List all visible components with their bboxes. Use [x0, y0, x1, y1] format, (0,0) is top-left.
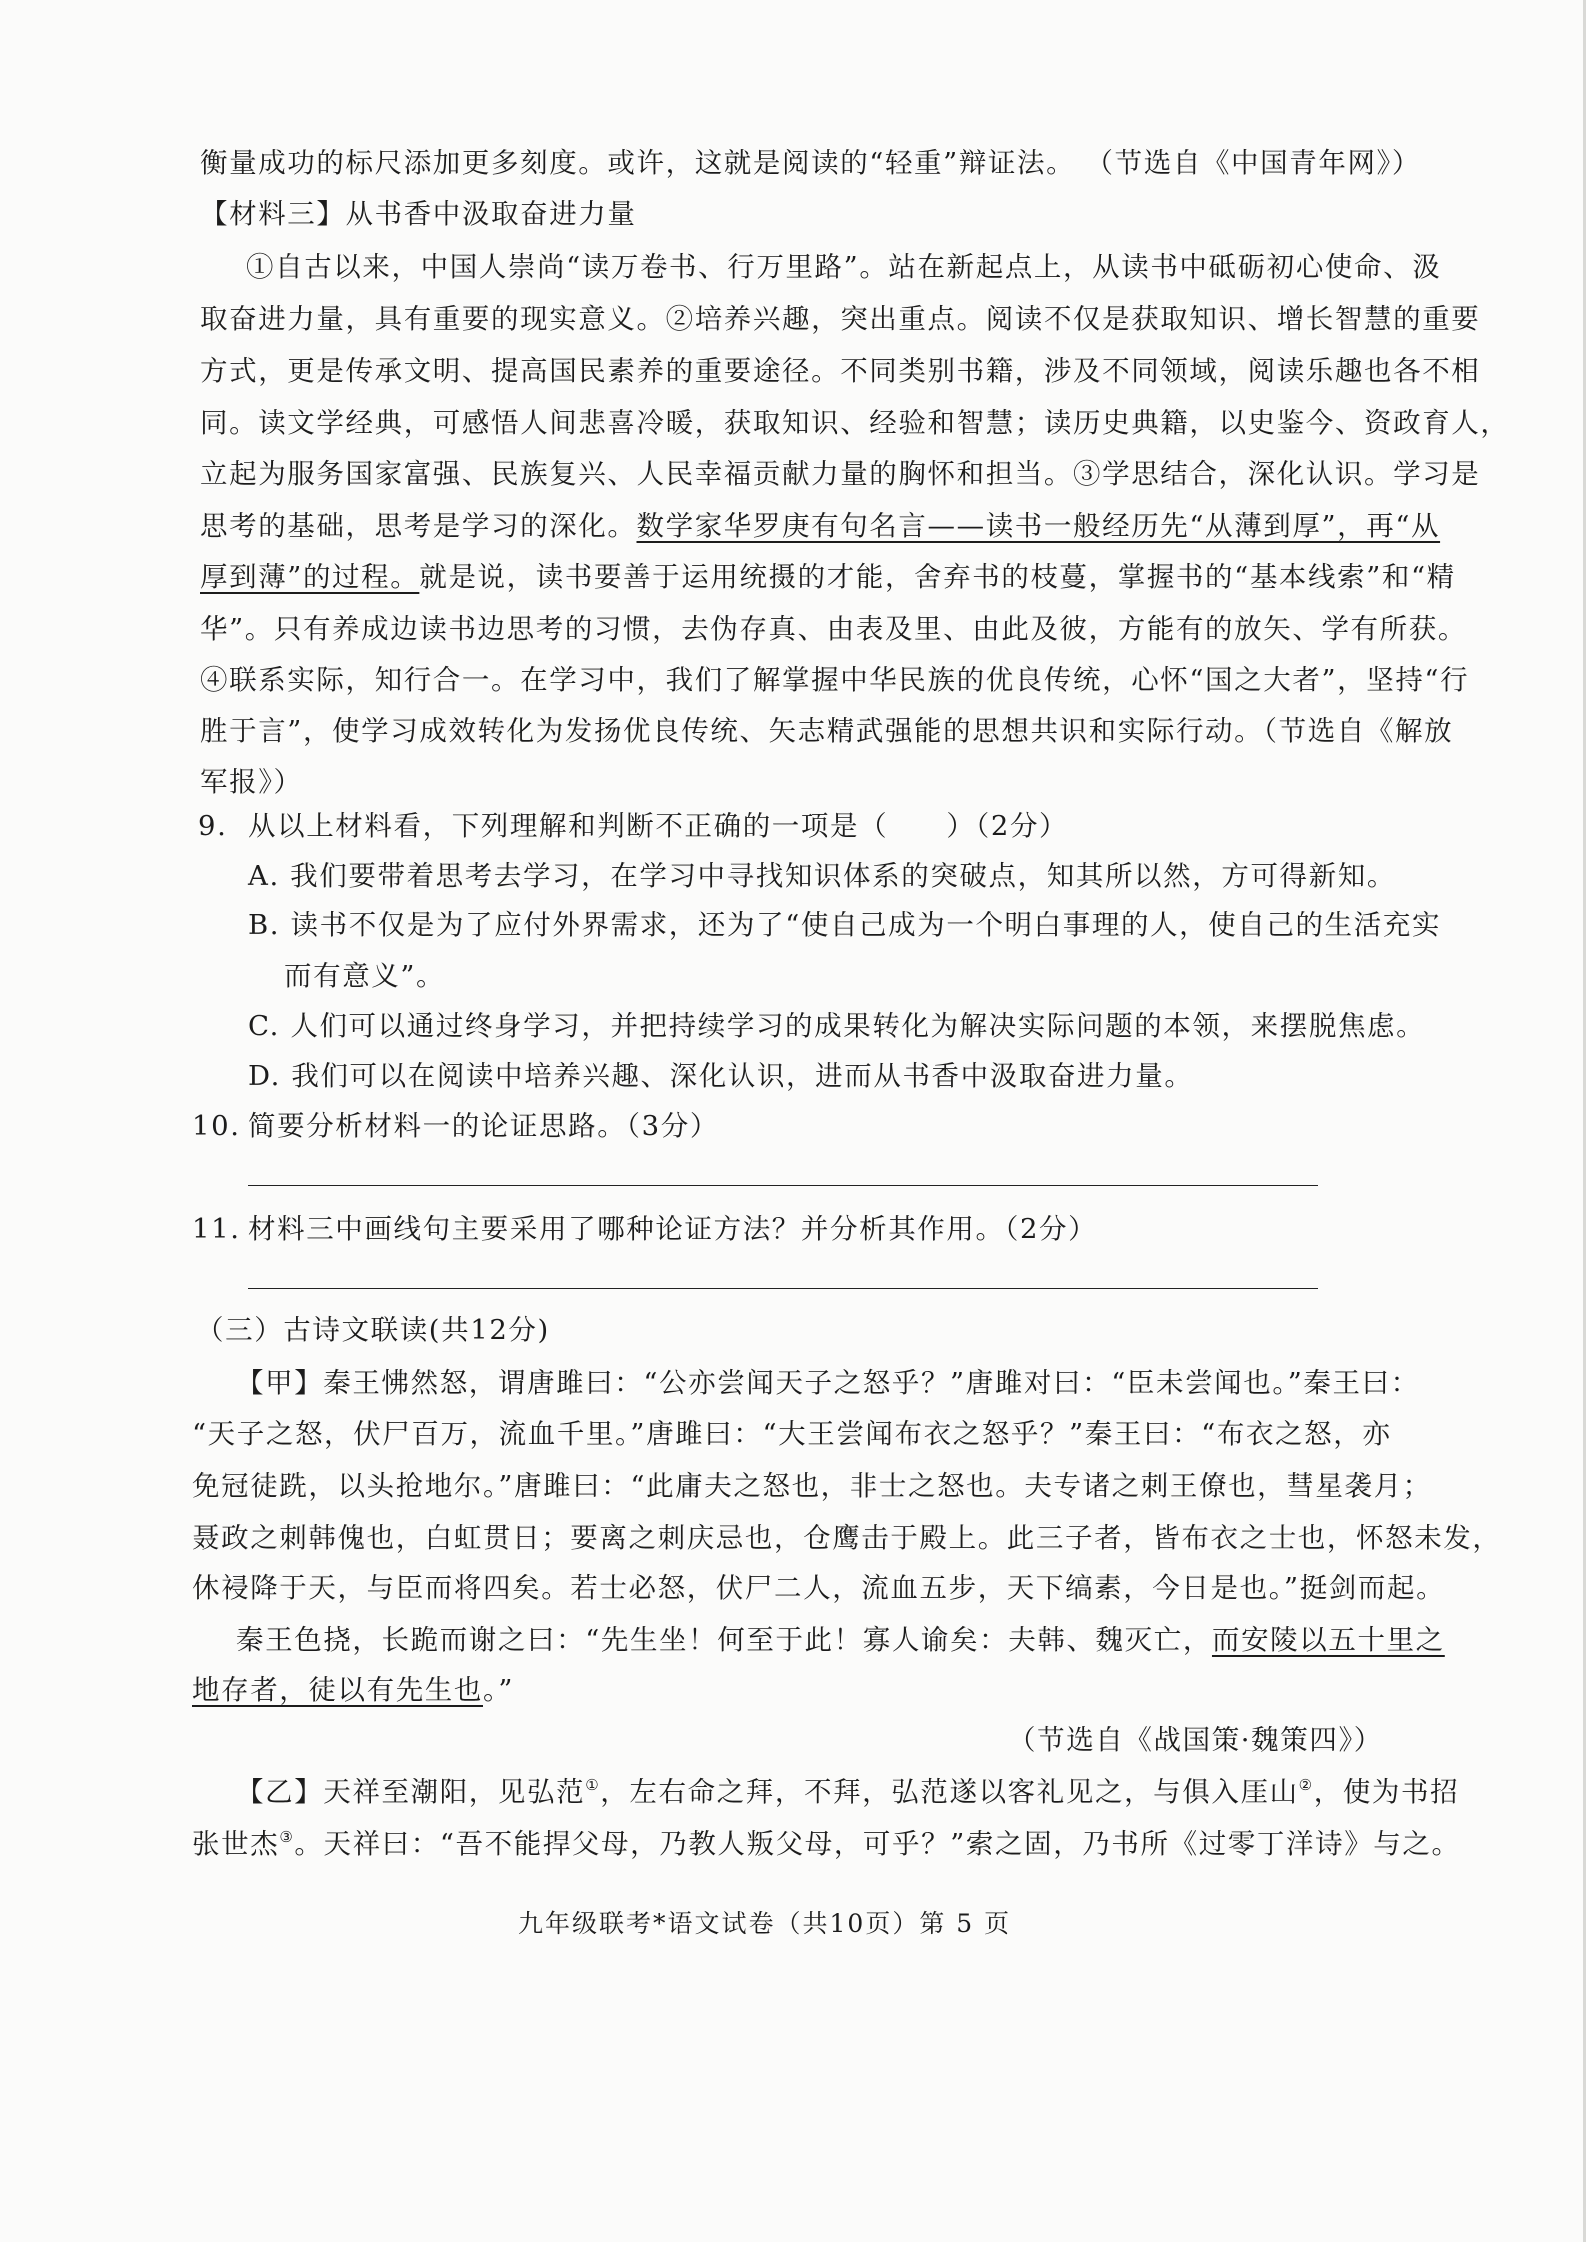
answer-line[interactable] [248, 1185, 1318, 1186]
passage-yi-line: 【乙】天祥至潮阳，见弘范①，左右命之拜，不拜，弘范遂以客礼见之，与俱入厓山②，使为书招 [236, 1776, 1460, 1808]
material3-line: 取奋进力量，具有重要的现实意义。②培养兴趣，突出重点。阅读不仅是获取知识、增长智慧的重要 [200, 303, 1481, 335]
option-d: D. 我们可以在阅读中培养兴趣、深化认识，进而从书香中汲取奋进力量。 [248, 1060, 1194, 1092]
underlined-sentence: 而安陵以五十里之 [1211, 1624, 1445, 1656]
material3-line: 思考的基础，思考是学习的深化。数学家华罗庚有句名言——读书一般经历先“从薄到厚”，再“从 [200, 510, 1441, 542]
question-9 [0, 808, 1586, 844]
material3-heading: 【材料三】从书香中汲取奋进力量 [200, 198, 637, 230]
material3-line: 立起为服务国家富强、民族复兴、人民幸福贡献力量的胸怀和担当。③学思结合，深化认识。学习是 [200, 458, 1481, 490]
underlined-sentence: 数学家华罗庚有句名言——读书一般经历先“从薄到厚”，再“从 [636, 510, 1441, 542]
question-number: 10. [192, 1110, 241, 1142]
section3-heading: （三）古诗文联读(共12分) [196, 1314, 550, 1346]
answer-line[interactable] [248, 1288, 1318, 1289]
passage-yi-line: 张世杰③。天祥曰：“吾不能捍父母，乃教人叛父母，可乎？”索之固，乃书所《过零丁洋诗》与之。 [192, 1828, 1461, 1860]
material2-tail-line: 衡量成功的标尺添加更多刻度。或许，这就是阅读的“轻重”辩证法。 （节选自《中国青年网》） [200, 147, 1422, 179]
question-stem: 简要分析材料一的论证思路。（3分） [248, 1110, 719, 1142]
question-11 [0, 1211, 1586, 1247]
passage-jia-line: 免冠徒跣，以头抢地尔。”唐雎曰：“此庸夫之怒也，非士之怒也。夫专诸之刺王僚也，彗星袭月； [192, 1470, 1432, 1502]
footnote-marker: ③ [279, 1828, 295, 1846]
question-number: 11. [192, 1213, 241, 1245]
question-stem: 材料三中画线句主要采用了哪种论证方法？并分析其作用。（2分） [248, 1213, 1098, 1245]
material3-line: 方式，更是传承文明、提高国民素养的重要途径。不同类别书籍，涉及不同领域，阅读乐趣也各不相 [200, 355, 1481, 387]
passage-jia-line: 休祲降于天，与臣而将四矣。若士必怒，伏尸二人，流血五步，天下缟素，今日是也。”挺剑而起。 [192, 1572, 1446, 1604]
underlined-sentence: 地存者，徒以有先生也 [192, 1674, 483, 1706]
option-b: B. 读书不仅是为了应付外界需求，还为了“使自己成为一个明白事理的人，使自己的生活充实 [248, 909, 1442, 941]
question-stem: 从以上材料看，下列理解和判断不正确的一项是（ ）（2分） [248, 810, 1069, 842]
passage-jia-source: （节选自《战国策·魏策四》） [1008, 1724, 1383, 1756]
material3-line: ①自古以来，中国人崇尚“读万卷书、行万里路”。站在新起点上，从读书中砥砺初心使命、汲 [246, 251, 1442, 283]
passage-jia-line: “天子之怒，伏尸百万，流血千里。”唐雎曰：“大王尝闻布衣之怒乎？”秦王曰：“布衣之怒，亦 [192, 1418, 1392, 1450]
passage-jia-line: 【甲】秦王怫然怒，谓唐雎曰：“公亦尝闻天子之怒乎？”唐雎对曰：“臣未尝闻也。”秦王曰： [236, 1367, 1420, 1399]
passage-jia-line: 地存者，徒以有先生也。” [192, 1674, 515, 1706]
page-footer: 九年级联考*语文试卷（共10页）第 5 页 [518, 1909, 1012, 1938]
footnote-marker: ② [1298, 1776, 1314, 1794]
option-a: A. 我们要带着思考去学习，在学习中寻找知识体系的突破点，知其所以然，方可得新知。 [248, 860, 1396, 892]
material3-line: 厚到薄”的过程。就是说，读书要善于运用统摄的才能，舍弃书的枝蔓，掌握书的“基本线索”和“精 [200, 561, 1456, 593]
passage-jia-line: 聂政之刺韩傀也，白虹贯日；要离之刺庆忌也，仓鹰击于殿上。此三子者，皆布衣之士也，怀怒未发， [192, 1522, 1502, 1554]
material3-line: 华”。只有养成边读书边思考的习惯，去伪存真、由表及里、由此及彼，方能有的放矢、学有所获。 [200, 613, 1467, 645]
underlined-sentence: 厚到薄”的过程。 [200, 561, 420, 593]
question-10 [0, 1108, 1586, 1144]
question-number: 9. [198, 810, 228, 842]
material3-line: 胜于言”，使学习成效转化为发扬优良传统、矢志精武强能的思想共识和实际行动。（节选自《解放 [200, 715, 1454, 747]
material3-line: ④联系实际，知行合一。在学习中，我们了解掌握中华民族的优良传统，心怀“国之大者”，坚持“行 [200, 664, 1470, 696]
passage-jia-line: 秦王色挠，长跪而谢之曰：“先生坐！何至于此！寡人谕矣：夫韩、魏灭亡，而安陵以五十里之 [236, 1624, 1445, 1656]
material3-line: 同。读文学经典，可感悟人间悲喜冷暖，获取知识、经验和智慧；读历史典籍，以史鉴今、资政育人， [200, 407, 1510, 439]
option-c: C. 人们可以通过终身学习，并把持续学习的成果转化为解决实际问题的本领，来摆脱焦虑。 [248, 1010, 1426, 1042]
material3-line: 军报》） [200, 766, 303, 798]
option-b-continued: 而有意义”。 [284, 960, 446, 992]
footnote-marker: ① [585, 1776, 601, 1794]
